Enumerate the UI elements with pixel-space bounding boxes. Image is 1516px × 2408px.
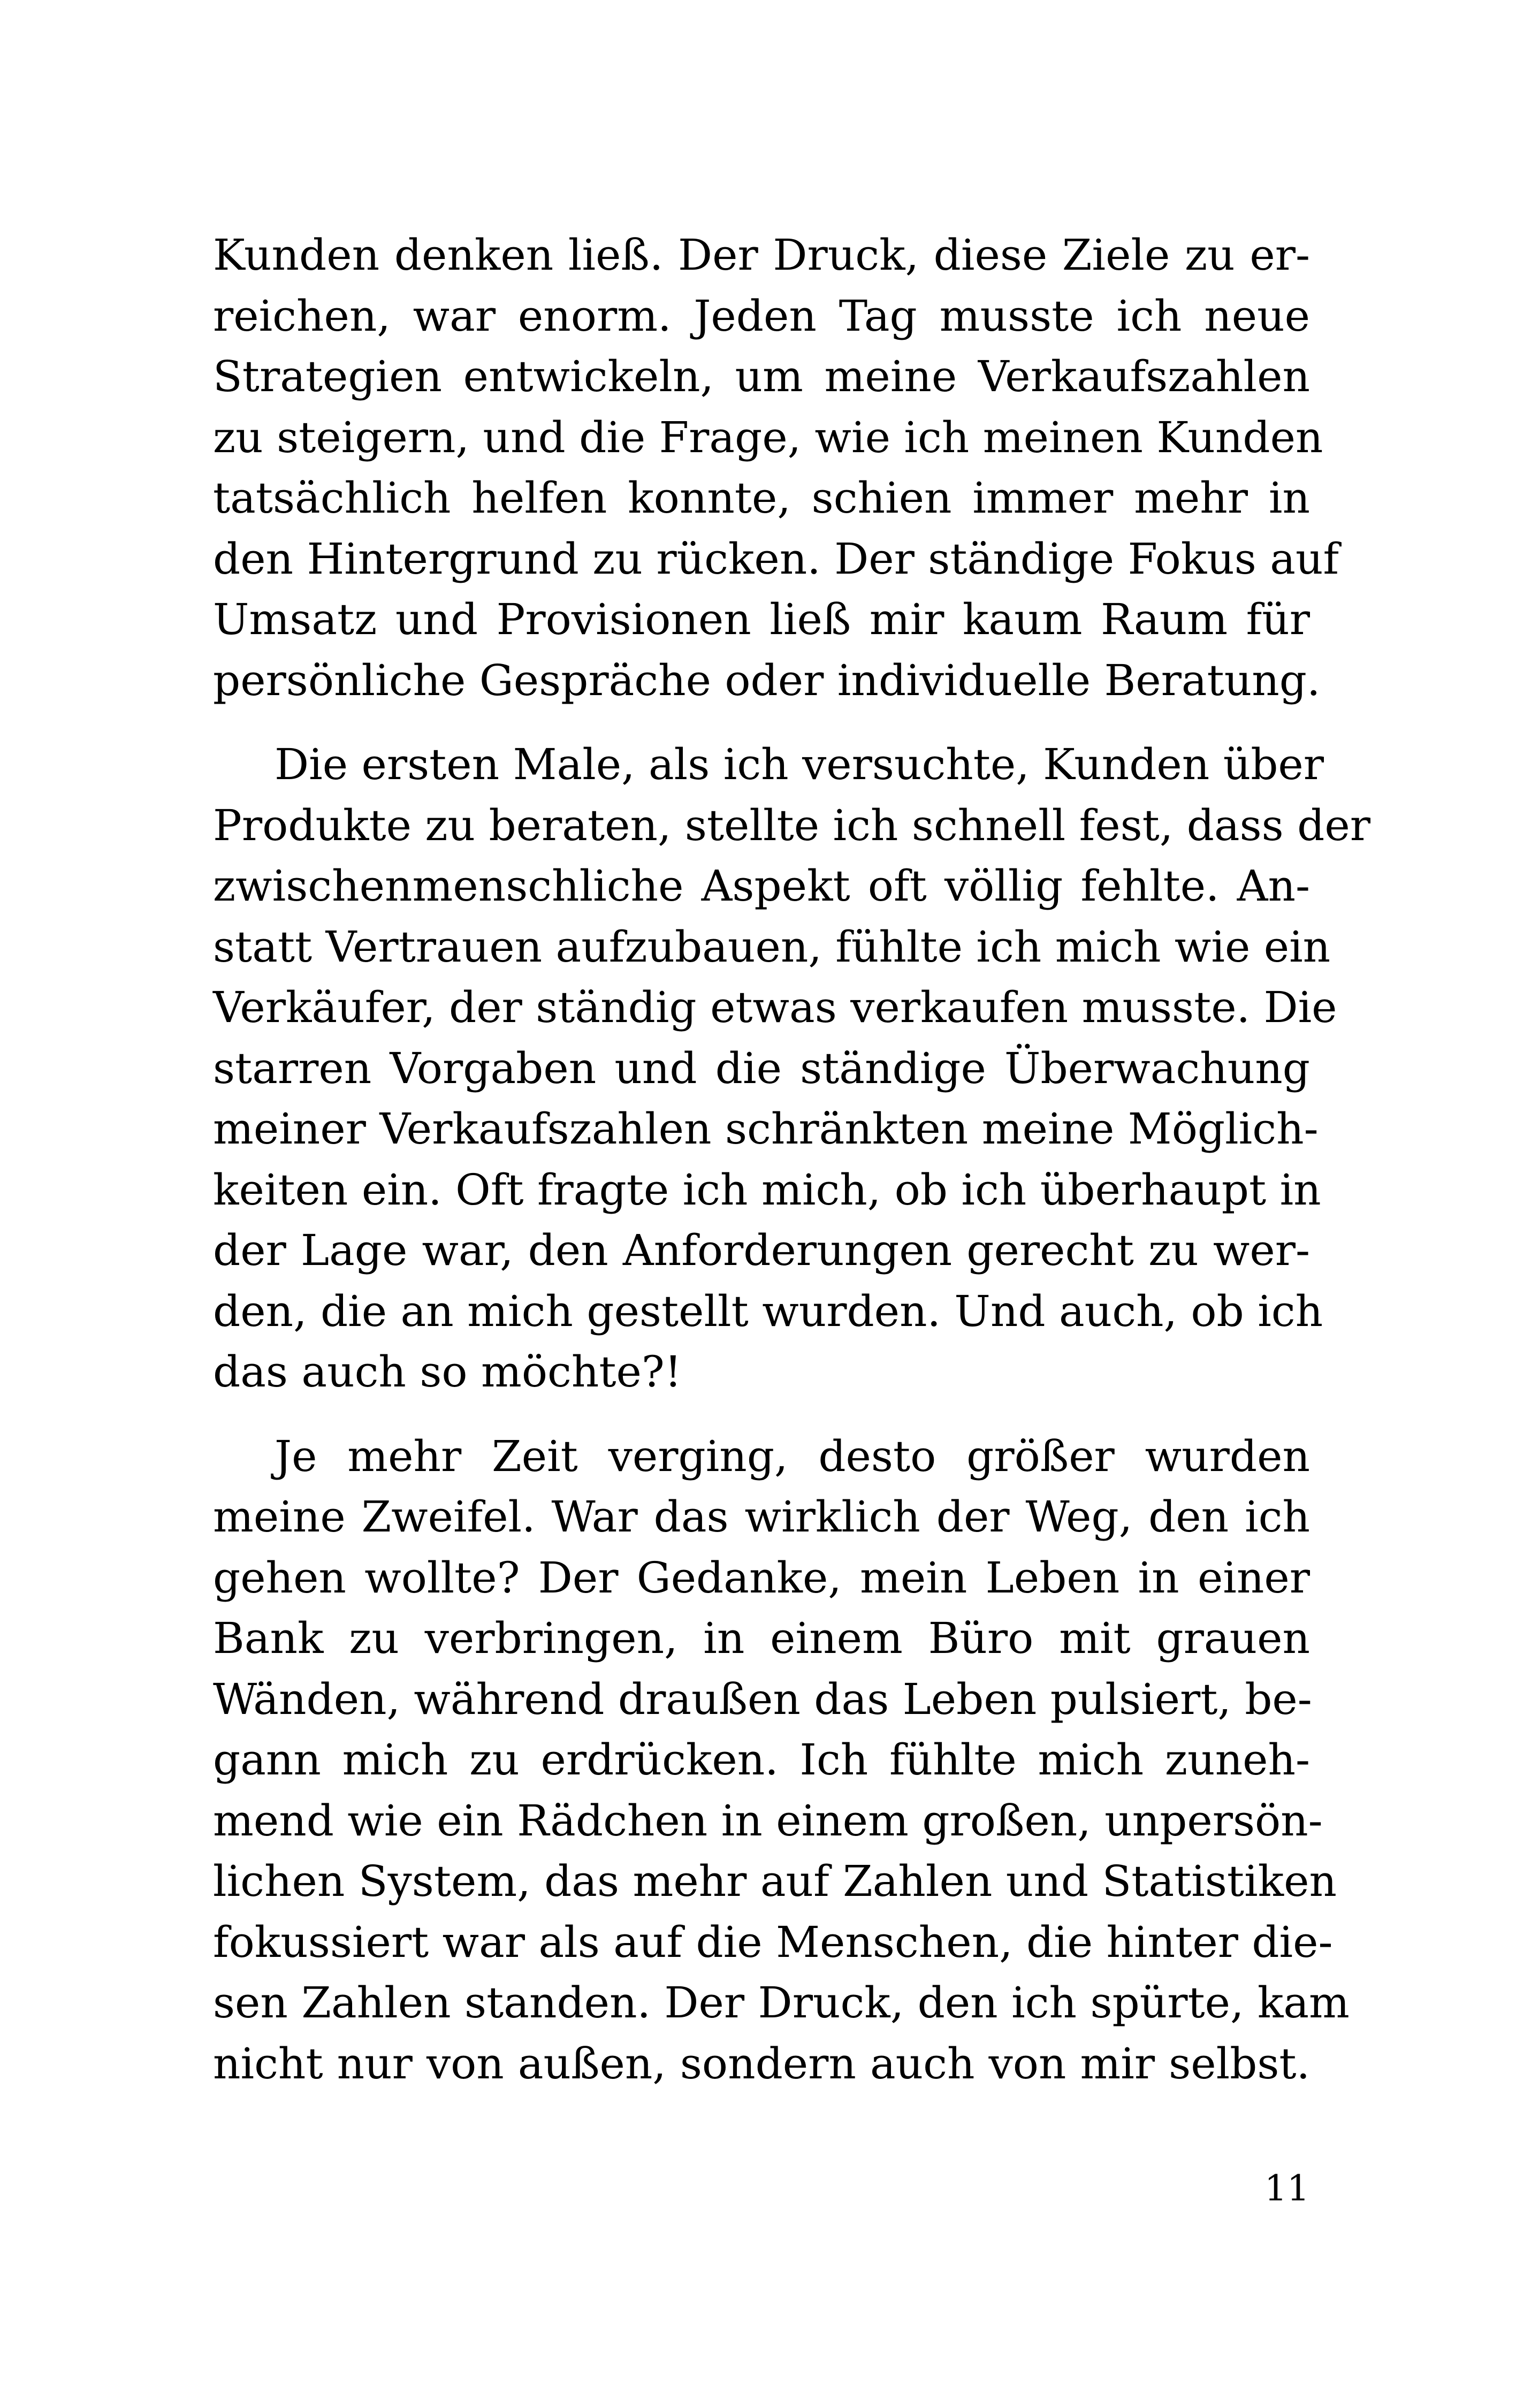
text-line: meine Zweifel. War das wirklich der Weg, den ich (213, 1492, 1310, 1542)
text-line: sen Zahlen standen. Der Druck, den ich spürte, kam (213, 1978, 1350, 2028)
text-line: der Lage war, den Anforderungen gerecht zu wer- (213, 1225, 1310, 1275)
text-line: statt Vertrauen aufzubauen, fühlte ich mich wie ein (213, 921, 1331, 972)
text-line: Verkäufer, der ständig etwas verkaufen musste. Die (213, 982, 1337, 1032)
text-line: lichen System, das mehr auf Zahlen und Statistiken (213, 1856, 1337, 1906)
text-line: mend wie ein Rädchen in einem großen, unpersön- (213, 1795, 1323, 1846)
paragraph-3 (213, 1426, 1350, 2094)
text-line: zu steigern, und die Frage, wie ich meinen Kunden (213, 412, 1323, 462)
text-line: Bank zu verbringen, in einem Büro mit grauen (213, 1613, 1310, 1663)
text-line: fokussiert war als auf die Menschen, die hinter die- (213, 1917, 1333, 1967)
text-line: Umsatz und Provisionen ließ mir kaum Raum für (213, 595, 1310, 644)
paragraph-2 (213, 734, 1370, 1403)
text-line: reichen, war enorm. Jeden Tag musste ich neue (213, 291, 1310, 341)
text-line: zwischenmenschliche Aspekt oft völlig fehlte. An- (213, 861, 1310, 911)
text-line: Die ersten Male, als ich versuchte, Kunden über (275, 740, 1324, 789)
text-line: Produkte zu beraten, stellte ich schnell fest, dass der (213, 800, 1370, 850)
paragraph-1 (213, 225, 1339, 711)
text-line: das auch so möchte?! (213, 1347, 682, 1397)
page-number: 11 (1264, 2168, 1309, 2209)
text-line: meiner Verkaufszahlen schränkten meine Möglich- (213, 1104, 1319, 1154)
text-line: Je mehr Zeit verging, desto größer wurden (275, 1431, 1310, 1481)
body-text (213, 225, 1370, 2094)
text-line: nicht nur von außen, sondern auch von mir selbst. (213, 2038, 1310, 2089)
text-line: den, die an mich gestellt wurden. Und auch, ob ich (213, 1286, 1323, 1336)
text-line: Kunden denken ließ. Der Druck, diese Ziele zu er- (213, 230, 1310, 280)
text-line: Strategien entwickeln, um meine Verkaufszahlen (213, 352, 1310, 401)
text-line: tatsächlich helfen konnte, schien immer mehr in (213, 473, 1310, 523)
text-line: keiten ein. Oft fragte ich mich, ob ich überhaupt in (213, 1164, 1321, 1215)
text-line: den Hintergrund zu rücken. Der ständige Fokus auf (213, 534, 1339, 584)
text-line: persönliche Gespräche oder individuelle Beratung. (213, 655, 1321, 705)
text-line: Wänden, während draußen das Leben pulsiert, be- (213, 1674, 1312, 1724)
text-line: starren Vorgaben und die ständige Überwachung (213, 1043, 1310, 1093)
text-line: gehen wollte? Der Gedanke, mein Leben in einer (213, 1552, 1310, 1603)
text-line: gann mich zu erdrücken. Ich fühlte mich zuneh- (213, 1735, 1310, 1785)
